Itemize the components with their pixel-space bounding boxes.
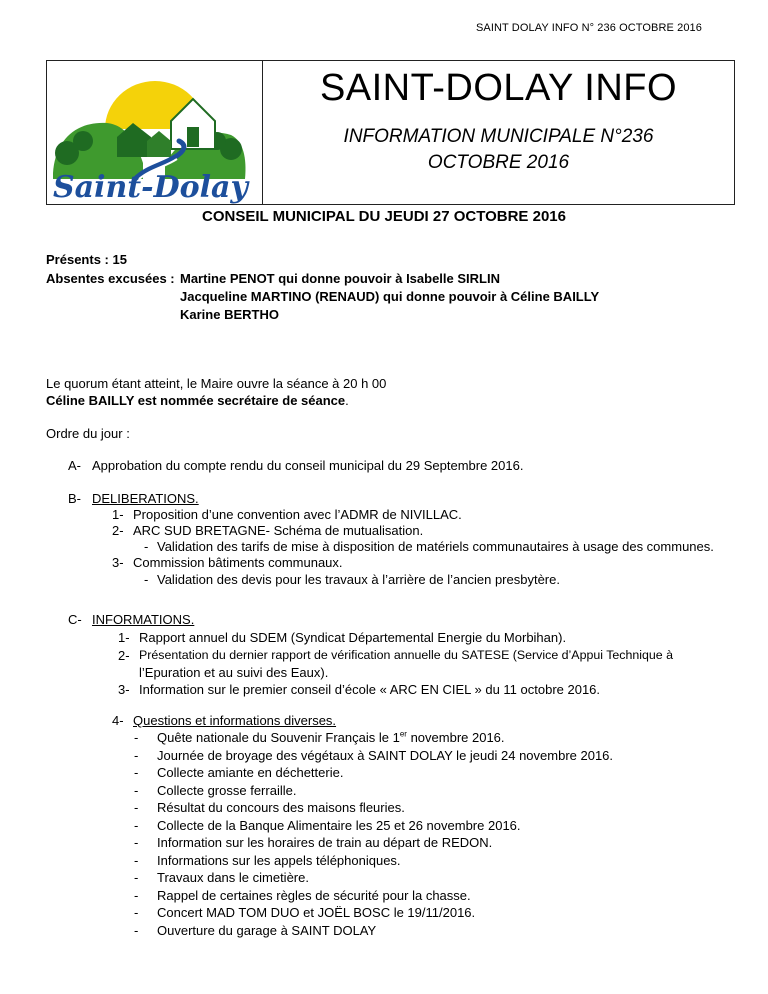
section-c-title: INFORMATIONS. (92, 612, 195, 627)
section-a-text: Approbation du compte rendu du conseil municipal du 29 Septembre 2016. (92, 458, 524, 473)
masthead (46, 60, 735, 205)
list-subitem: Validation des tarifs de mise à disposition de matériels communautaires à usage des communes. (157, 539, 714, 554)
present-count: Présents : 15 (46, 252, 127, 267)
list-item: - Collecte amiante en déchetterie. (134, 765, 344, 780)
list-item: - Rappel de certaines règles de sécurité pour la chasse. (134, 887, 471, 903)
list-marker: 1- (118, 630, 130, 645)
absent-item: Jacqueline MARTINO (RENAUD) qui donne pouvoir à Céline BAILLY (180, 289, 600, 304)
list-item: - Ouverture du garage à SAINT DOLAY (134, 922, 377, 938)
meeting-title: CONSEIL MUNICIPAL DU JEUDI 27 OCTOBRE 2016 (202, 208, 566, 225)
logo-cell (47, 61, 263, 204)
list-item: ARC SUD BRETAGNE- Schéma de mutualisation. (133, 523, 424, 538)
questions-list (134, 730, 613, 940)
list-item: Information sur le premier conseil d’école « ARC EN CIEL » du 11 octobre 2016. (139, 682, 601, 697)
section-marker: C- (68, 612, 82, 627)
issue-subtitle: INFORMATION MUNICIPALE N°236 (343, 126, 654, 147)
list-item: - Quête nationale du Souvenir Français le 1er novembre 2016. (134, 729, 505, 745)
secretary-name: Céline BAILLY est nommée secrétaire de séance (46, 393, 346, 408)
list-item: - Travaux dans le cimetière. (134, 870, 309, 885)
list-item: - Résultat du concours des maisons fleuries. (134, 800, 405, 815)
section-b-title: DELIBERATIONS. (92, 491, 199, 506)
list-item: Commission bâtiments communaux. (133, 555, 343, 570)
saint-dolay-logo (47, 61, 261, 204)
section-marker: A- (68, 458, 81, 473)
list-item: Proposition d’une convention avec l’ADMR de NIVILLAC. (133, 507, 462, 522)
quorum-text: Le quorum étant atteint, le Maire ouvre la séance à 20 h 00 (46, 376, 387, 391)
list-marker: 3- (112, 555, 124, 570)
page-title: SAINT-DOLAY INFO (319, 67, 678, 109)
list-subitem: Validation des devis pour les travaux à l’arrière de l’ancien presbytère. (157, 572, 560, 587)
title-cell (263, 61, 734, 204)
absent-item: Martine PENOT qui donne pouvoir à Isabelle SIRLIN (180, 271, 500, 286)
agenda-label: Ordre du jour : (46, 426, 130, 441)
list-marker: 3- (118, 682, 130, 697)
list-item-continued: l’Epuration et au suivi des Eaux). (139, 665, 329, 680)
list-item: - Collecte de la Banque Alimentaire les 25 et 26 novembre 2016. (134, 817, 521, 833)
absent-item: Karine BERTHO (180, 307, 279, 322)
list-marker: 2- (112, 523, 124, 538)
bullet: - (144, 572, 149, 587)
logo-wordmark: Saint-Dolay (53, 170, 248, 204)
list-item: - Collecte grosse ferraille. (134, 782, 297, 798)
secretary-text: Céline BAILLY est nommée secrétaire de séance. (46, 393, 349, 408)
list-item: Présentation du dernier rapport de vérification annuelle du SATESE (Service d’Appui Technique à (139, 648, 674, 662)
list-item: - Information sur les horaires de train au départ de REDON. (134, 835, 493, 850)
list-marker: 4- (112, 713, 124, 728)
list-item: - Concert MAD TOM DUO et JOËL BOSC le 19/11/2016. (134, 905, 476, 920)
running-header: SAINT DOLAY INFO N° 236 OCTOBRE 2016 (475, 22, 702, 34)
list-marker: 1- (112, 507, 124, 522)
bullet: - (144, 539, 149, 554)
questions-title: Questions et informations diverses. (133, 713, 337, 728)
list-item: - Journée de broyage des végétaux à SAINT DOLAY le jeudi 24 novembre 2016. (134, 747, 614, 763)
list-marker: 2- (118, 648, 130, 663)
section-marker: B- (68, 491, 81, 506)
absent-label: Absentes excusées : (46, 271, 175, 286)
list-item: - Informations sur les appels téléphoniques. (134, 852, 401, 868)
list-item: Rapport annuel du SDEM (Syndicat Départemental Energie du Morbihan). (139, 630, 567, 645)
issue-date: OCTOBRE 2016 (427, 152, 570, 173)
